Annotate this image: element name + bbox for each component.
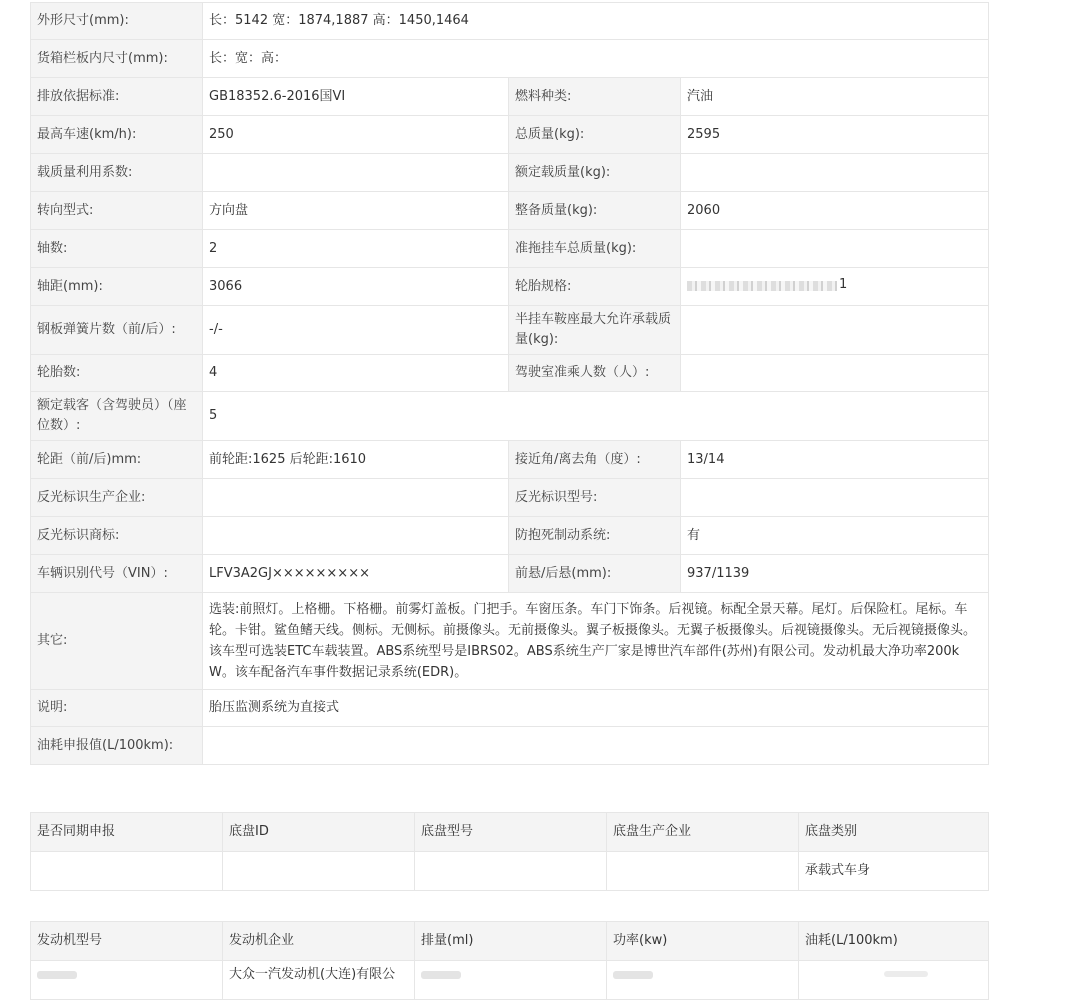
- dimensions-value: 长：5142 宽：1874,1887 高：1450,1464: [203, 3, 989, 40]
- table-row: [31, 392, 989, 441]
- table-row: [31, 517, 989, 555]
- table-row: [31, 690, 989, 727]
- overhang-label: 前悬/后悬(mm):: [509, 555, 681, 593]
- wheelbase-label: 轴距(mm):: [31, 268, 203, 306]
- table-cell: [223, 852, 415, 891]
- column-header: 底盘型号: [415, 813, 607, 852]
- chassis-section: [30, 812, 988, 891]
- column-header: 是否同期申报: [31, 813, 223, 852]
- steering-type-value: 方向盘: [203, 192, 509, 230]
- column-header: 排量(ml): [415, 922, 607, 961]
- cab-occupants-label: 驾驶室准乘人数（人）:: [509, 355, 681, 392]
- tire-spec-tail: 1: [839, 277, 848, 292]
- rated-load-label: 额定载质量(kg):: [509, 154, 681, 192]
- engine-section: [30, 921, 988, 1000]
- table-cell: [31, 961, 223, 1000]
- cab-occupants-value: [681, 355, 989, 392]
- vin-label: 车辆识别代号（VIN）:: [31, 555, 203, 593]
- redacted-text: [613, 971, 653, 979]
- max-speed-label: 最高车速(km/h):: [31, 116, 203, 154]
- load-utilization-label: 载质量利用系数:: [31, 154, 203, 192]
- tire-count-label: 轮胎数:: [31, 355, 203, 392]
- column-header: 发动机型号: [31, 922, 223, 961]
- table-row: [31, 40, 989, 78]
- table-row: [31, 727, 989, 765]
- emission-standard-value: GB18352.6-2016国VI: [203, 78, 509, 116]
- table-row: [31, 555, 989, 593]
- table-cell: [415, 961, 607, 1000]
- rated-load-value: [681, 154, 989, 192]
- table-row: [31, 441, 989, 479]
- column-header: 底盘类别: [799, 813, 989, 852]
- emission-standard-label: 排放依据标准:: [31, 78, 203, 116]
- dimensions-label: 外形尺寸(mm):: [31, 3, 203, 40]
- abs-value: 有: [681, 517, 989, 555]
- table-cell: [799, 961, 989, 1000]
- tire-spec-label: 轮胎规格:: [509, 268, 681, 306]
- table-row: [31, 306, 989, 355]
- spec-table: [30, 2, 989, 765]
- table-row: [31, 479, 989, 517]
- chassis-table: [30, 812, 989, 891]
- table-row: [31, 268, 989, 306]
- steering-type-label: 转向型式:: [31, 192, 203, 230]
- approach-departure-angle-value: 13/14: [681, 441, 989, 479]
- table-row: [31, 961, 989, 1000]
- reflector-model-label: 反光标识型号:: [509, 479, 681, 517]
- fuel-consumption-value: [203, 727, 989, 765]
- table-row: [31, 78, 989, 116]
- cargo-dimensions-label: 货箱栏板内尺寸(mm):: [31, 40, 203, 78]
- saddle-load-value: [681, 306, 989, 355]
- table-cell: 承载式车身: [799, 852, 989, 891]
- tire-spec-value: [681, 268, 989, 306]
- note-value: 胎压监测系统为直接式: [203, 690, 989, 727]
- note-label: 说明:: [31, 690, 203, 727]
- table-cell: 大众一汽发动机(大连)有限公: [223, 961, 415, 1000]
- load-utilization-value: [203, 154, 509, 192]
- vin-value: LFV3A2GJ×××××××××: [203, 555, 509, 593]
- vehicle-spec-sheet: [30, 2, 988, 765]
- overhang-value: 937/1139: [681, 555, 989, 593]
- redacted-text: [421, 971, 461, 979]
- max-speed-value: 250: [203, 116, 509, 154]
- column-header: 功率(kw): [607, 922, 799, 961]
- reflector-model-value: [681, 479, 989, 517]
- table-row: [31, 192, 989, 230]
- table-row: [31, 852, 989, 891]
- redacted-text: [687, 277, 848, 293]
- abs-label: 防抱死制动系统:: [509, 517, 681, 555]
- leaf-spring-label: 钢板弹簧片数（前/后）:: [31, 306, 203, 355]
- column-header: 油耗(L/100km): [799, 922, 989, 961]
- engine-table: [30, 921, 989, 1000]
- table-cell: [607, 852, 799, 891]
- other-label: 其它:: [31, 593, 203, 690]
- reflector-manufacturer-value: [203, 479, 509, 517]
- track-width-value: 前轮距:1625 后轮距:1610: [203, 441, 509, 479]
- table-row: [31, 3, 989, 40]
- reflector-brand-value: [203, 517, 509, 555]
- other-value: 选装:前照灯。上格栅。下格栅。前雾灯盖板。门把手。车窗压条。车门下饰条。后视镜。标配全景天幕。尾灯。后保险杠。尾标。车轮。卡钳。鲨鱼鳍天线。侧标。无侧标。前摄像头。无前摄像头。翼子板摄像头。无翼子板摄像头。后视镜摄像头。无后视镜摄像头。该车型可选装ETC车载装置。ABS系统型号是IBRS02。ABS系统生产厂家是博世汽车部件(苏州)有限公司。发动机最大净功率200kW。该车配备汽车事件数据记录系统(EDR)。: [203, 593, 989, 690]
- cargo-dimensions-value: 长：宽：高：: [203, 40, 989, 78]
- column-header: 底盘生产企业: [607, 813, 799, 852]
- table-row: [31, 154, 989, 192]
- table-header-row: [31, 813, 989, 852]
- wheelbase-value: 3066: [203, 268, 509, 306]
- curb-mass-label: 整备质量(kg):: [509, 192, 681, 230]
- reflector-manufacturer-label: 反光标识生产企业:: [31, 479, 203, 517]
- table-row: [31, 355, 989, 392]
- column-header: 发动机企业: [223, 922, 415, 961]
- table-header-row: [31, 922, 989, 961]
- redacted-text: [884, 971, 928, 977]
- passenger-capacity-value: 5: [203, 392, 989, 441]
- track-width-label: 轮距（前/后)mm:: [31, 441, 203, 479]
- tire-count-value: 4: [203, 355, 509, 392]
- redaction-blur: [687, 281, 837, 291]
- trailer-mass-value: [681, 230, 989, 268]
- axle-count-label: 轴数:: [31, 230, 203, 268]
- total-mass-label: 总质量(kg):: [509, 116, 681, 154]
- redacted-text: [37, 971, 77, 979]
- fuel-consumption-label: 油耗申报值(L/100km):: [31, 727, 203, 765]
- trailer-mass-label: 准拖挂车总质量(kg):: [509, 230, 681, 268]
- approach-departure-angle-label: 接近角/离去角（度）:: [509, 441, 681, 479]
- table-row: [31, 116, 989, 154]
- fuel-type-value: 汽油: [681, 78, 989, 116]
- table-cell: [607, 961, 799, 1000]
- column-header: 底盘ID: [223, 813, 415, 852]
- table-row: [31, 230, 989, 268]
- passenger-capacity-label: 额定载客（含驾驶员）（座位数）:: [31, 392, 203, 441]
- curb-mass-value: 2060: [681, 192, 989, 230]
- table-row: [31, 593, 989, 690]
- total-mass-value: 2595: [681, 116, 989, 154]
- leaf-spring-value: -/-: [203, 306, 509, 355]
- table-cell: [415, 852, 607, 891]
- reflector-brand-label: 反光标识商标:: [31, 517, 203, 555]
- saddle-load-label: 半挂车鞍座最大允许承载质量(kg):: [509, 306, 681, 355]
- fuel-type-label: 燃料种类:: [509, 78, 681, 116]
- table-cell: [31, 852, 223, 891]
- axle-count-value: 2: [203, 230, 509, 268]
